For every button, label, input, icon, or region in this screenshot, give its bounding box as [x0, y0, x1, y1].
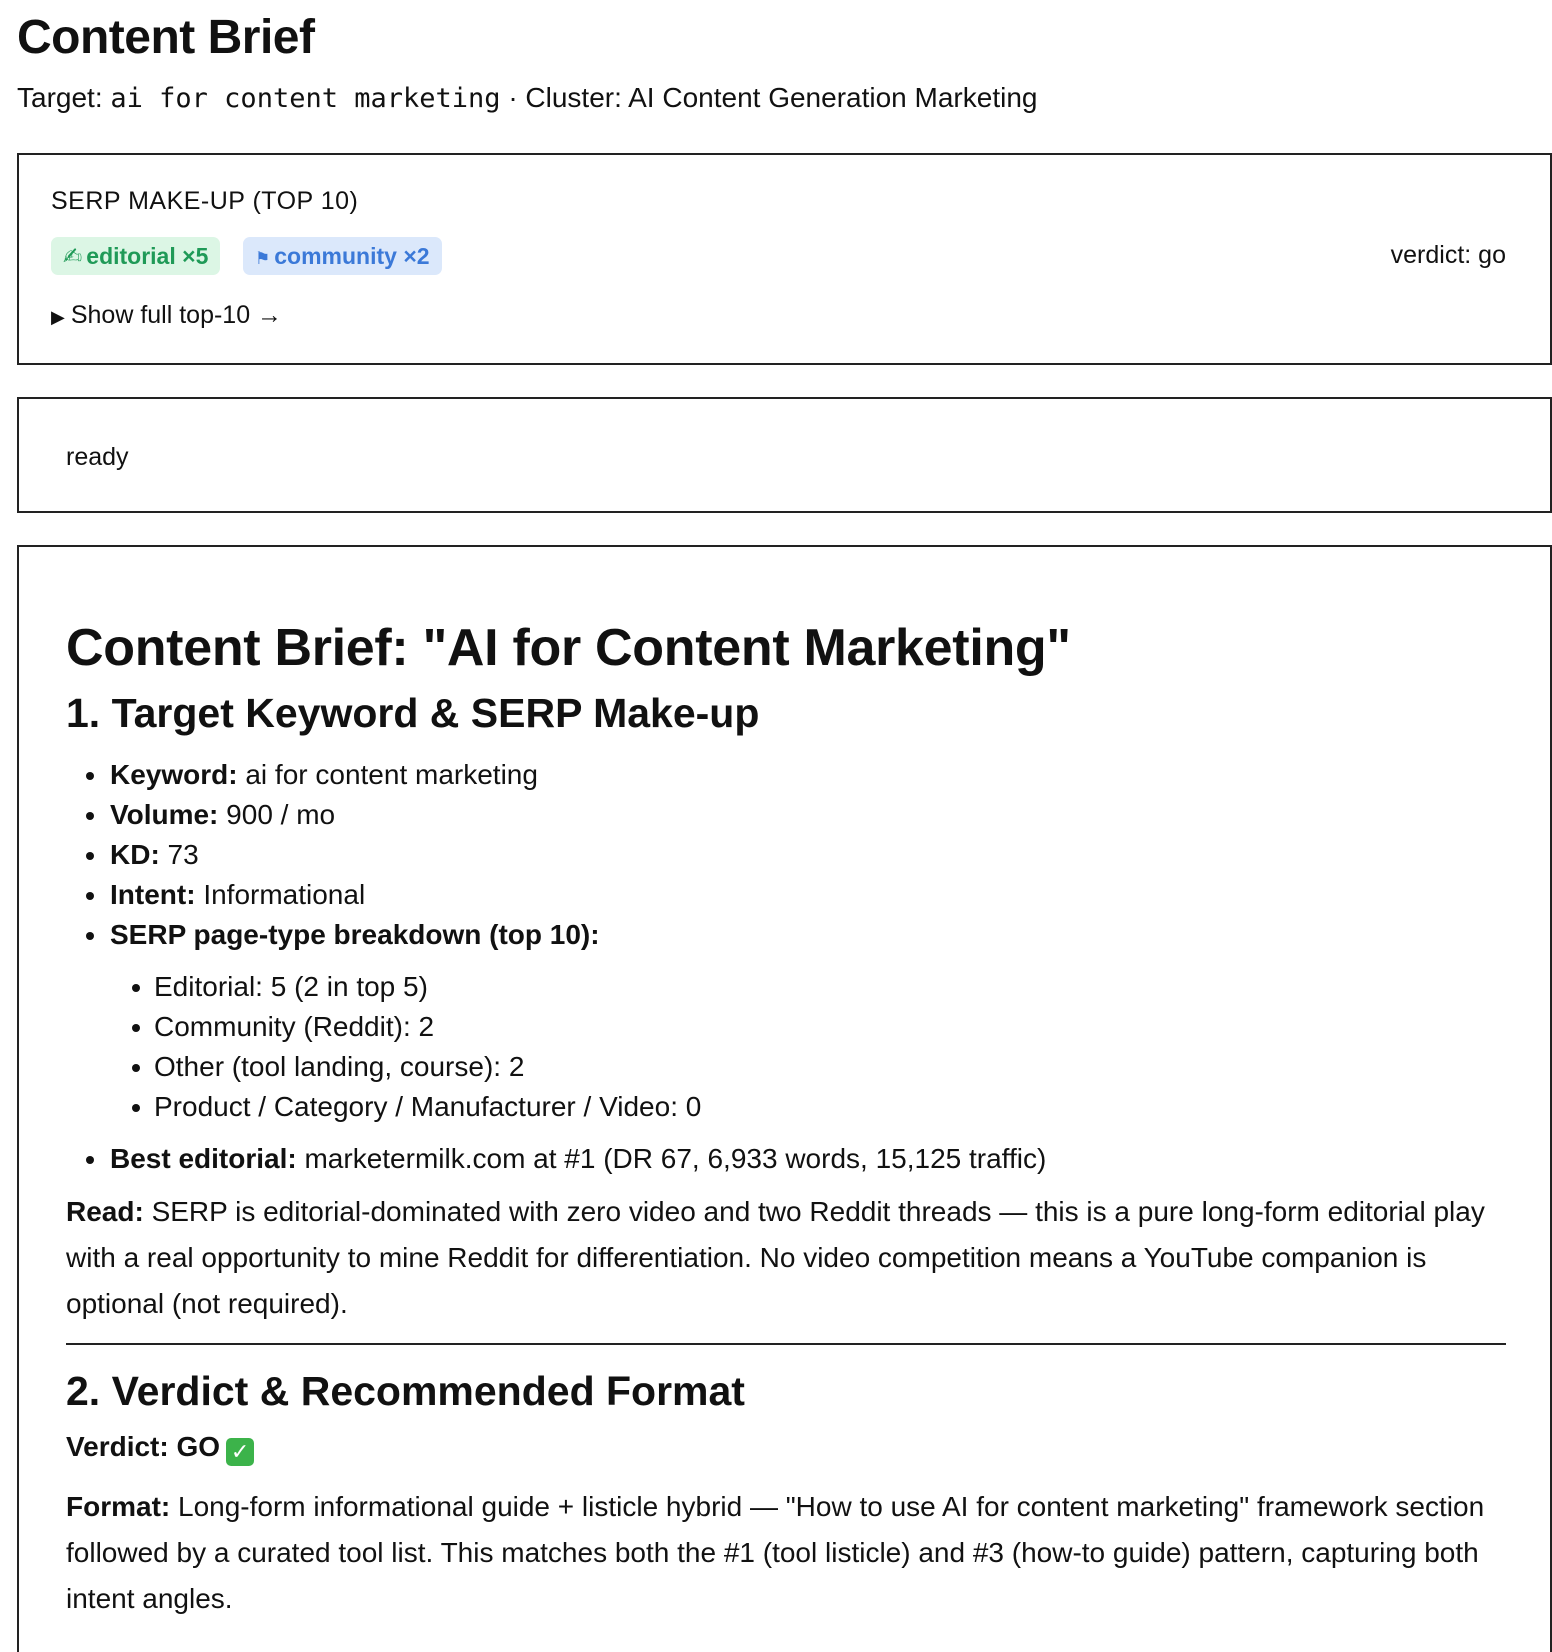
section-1-heading: 1. Target Keyword & SERP Make-up	[66, 690, 760, 737]
list-item	[110, 755, 1506, 795]
list-item	[110, 795, 1506, 835]
verdict-status: verdict: go	[1390, 241, 1506, 269]
subtitle-separator: ·	[508, 82, 518, 113]
list-item	[110, 1139, 1506, 1179]
community-count-badge	[243, 237, 442, 275]
status-panel	[17, 397, 1552, 513]
keyword-value: ai for content marketing	[245, 758, 538, 790]
brief-title: Content Brief: "AI for Content Marketing"	[66, 619, 1071, 677]
keyword-label: Keyword:	[110, 758, 238, 790]
read-label: Read:	[66, 1195, 144, 1227]
list-item: Other (tool landing, course): 2	[154, 1047, 1506, 1087]
community-count-label: community ×2	[274, 243, 430, 269]
serp-breakdown-list	[110, 967, 1506, 1127]
kd-label: KD:	[110, 838, 160, 870]
check-mark-icon: ✓	[226, 1438, 254, 1466]
show-full-top10-toggle[interactable]	[51, 301, 282, 330]
list-item	[110, 835, 1506, 875]
list-item: Editorial: 5 (2 in top 5)	[154, 967, 1506, 1007]
page-title: Content Brief	[17, 11, 315, 64]
keyword-facts-list	[66, 755, 1506, 1179]
format-paragraph	[66, 1484, 1506, 1622]
show-full-top10-label: Show full top-10 →	[70, 301, 283, 329]
intent-label: Intent:	[110, 878, 196, 910]
status-text: ready	[66, 443, 129, 471]
editorial-count-badge	[51, 237, 220, 275]
editorial-count-label: editorial ×5	[86, 243, 209, 269]
flag-icon: ⚑	[255, 249, 271, 268]
list-item: Product / Category / Manufacturer / Video: 0	[154, 1087, 1506, 1127]
section-2-heading: 2. Verdict & Recommended Format	[66, 1367, 745, 1414]
verdict-label: Verdict: GO	[66, 1430, 221, 1462]
intent-value: Informational	[203, 878, 366, 910]
serp-makeup-panel	[17, 153, 1552, 365]
format-label: Format:	[66, 1490, 171, 1522]
brief-panel	[17, 545, 1552, 1652]
format-text: Long-form informational guide + listicle hybrid — "How to use AI for content marketing" framework section followed by a curated tool list. This matches both the #1 (tool listicle) and #3 (how-to guide) pattern, capturing both intent angles.	[66, 1490, 1485, 1614]
read-text: SERP is editorial-dominated with zero video and two Reddit threads — this is a pure long-form editorial play with a real opportunity to mine Reddit for differentiation. No video competition means a YouTube companion is optional (not required).	[66, 1195, 1485, 1319]
serp-makeup-heading: SERP MAKE-UP (TOP 10)	[51, 187, 359, 215]
read-paragraph	[66, 1189, 1506, 1327]
target-keyword: ai for content marketing	[110, 83, 501, 114]
writing-hand-icon: ✍	[63, 243, 83, 269]
cluster-label: Cluster:	[525, 82, 622, 113]
kd-value: 73	[167, 838, 199, 870]
brief-content	[66, 617, 1506, 1622]
volume-value: 900 / mo	[226, 798, 336, 830]
disclosure-triangle-icon: ▶	[51, 307, 65, 327]
target-label: Target:	[17, 82, 103, 113]
volume-label: Volume:	[110, 798, 219, 830]
page-subtitle	[17, 82, 1037, 114]
cluster-name: AI Content Generation Marketing	[628, 82, 1038, 113]
section-divider	[66, 1343, 1506, 1345]
breakdown-label: SERP page-type breakdown (top 10):	[110, 918, 600, 950]
verdict-paragraph	[66, 1424, 1506, 1470]
best-editorial-label: Best editorial:	[110, 1142, 297, 1174]
list-item	[110, 875, 1506, 915]
best-editorial-value: marketermilk.com at #1 (DR 67, 6,933 words, 15,125 traffic)	[304, 1142, 1047, 1174]
list-item	[110, 915, 1506, 1127]
list-item: Community (Reddit): 2	[154, 1007, 1506, 1047]
